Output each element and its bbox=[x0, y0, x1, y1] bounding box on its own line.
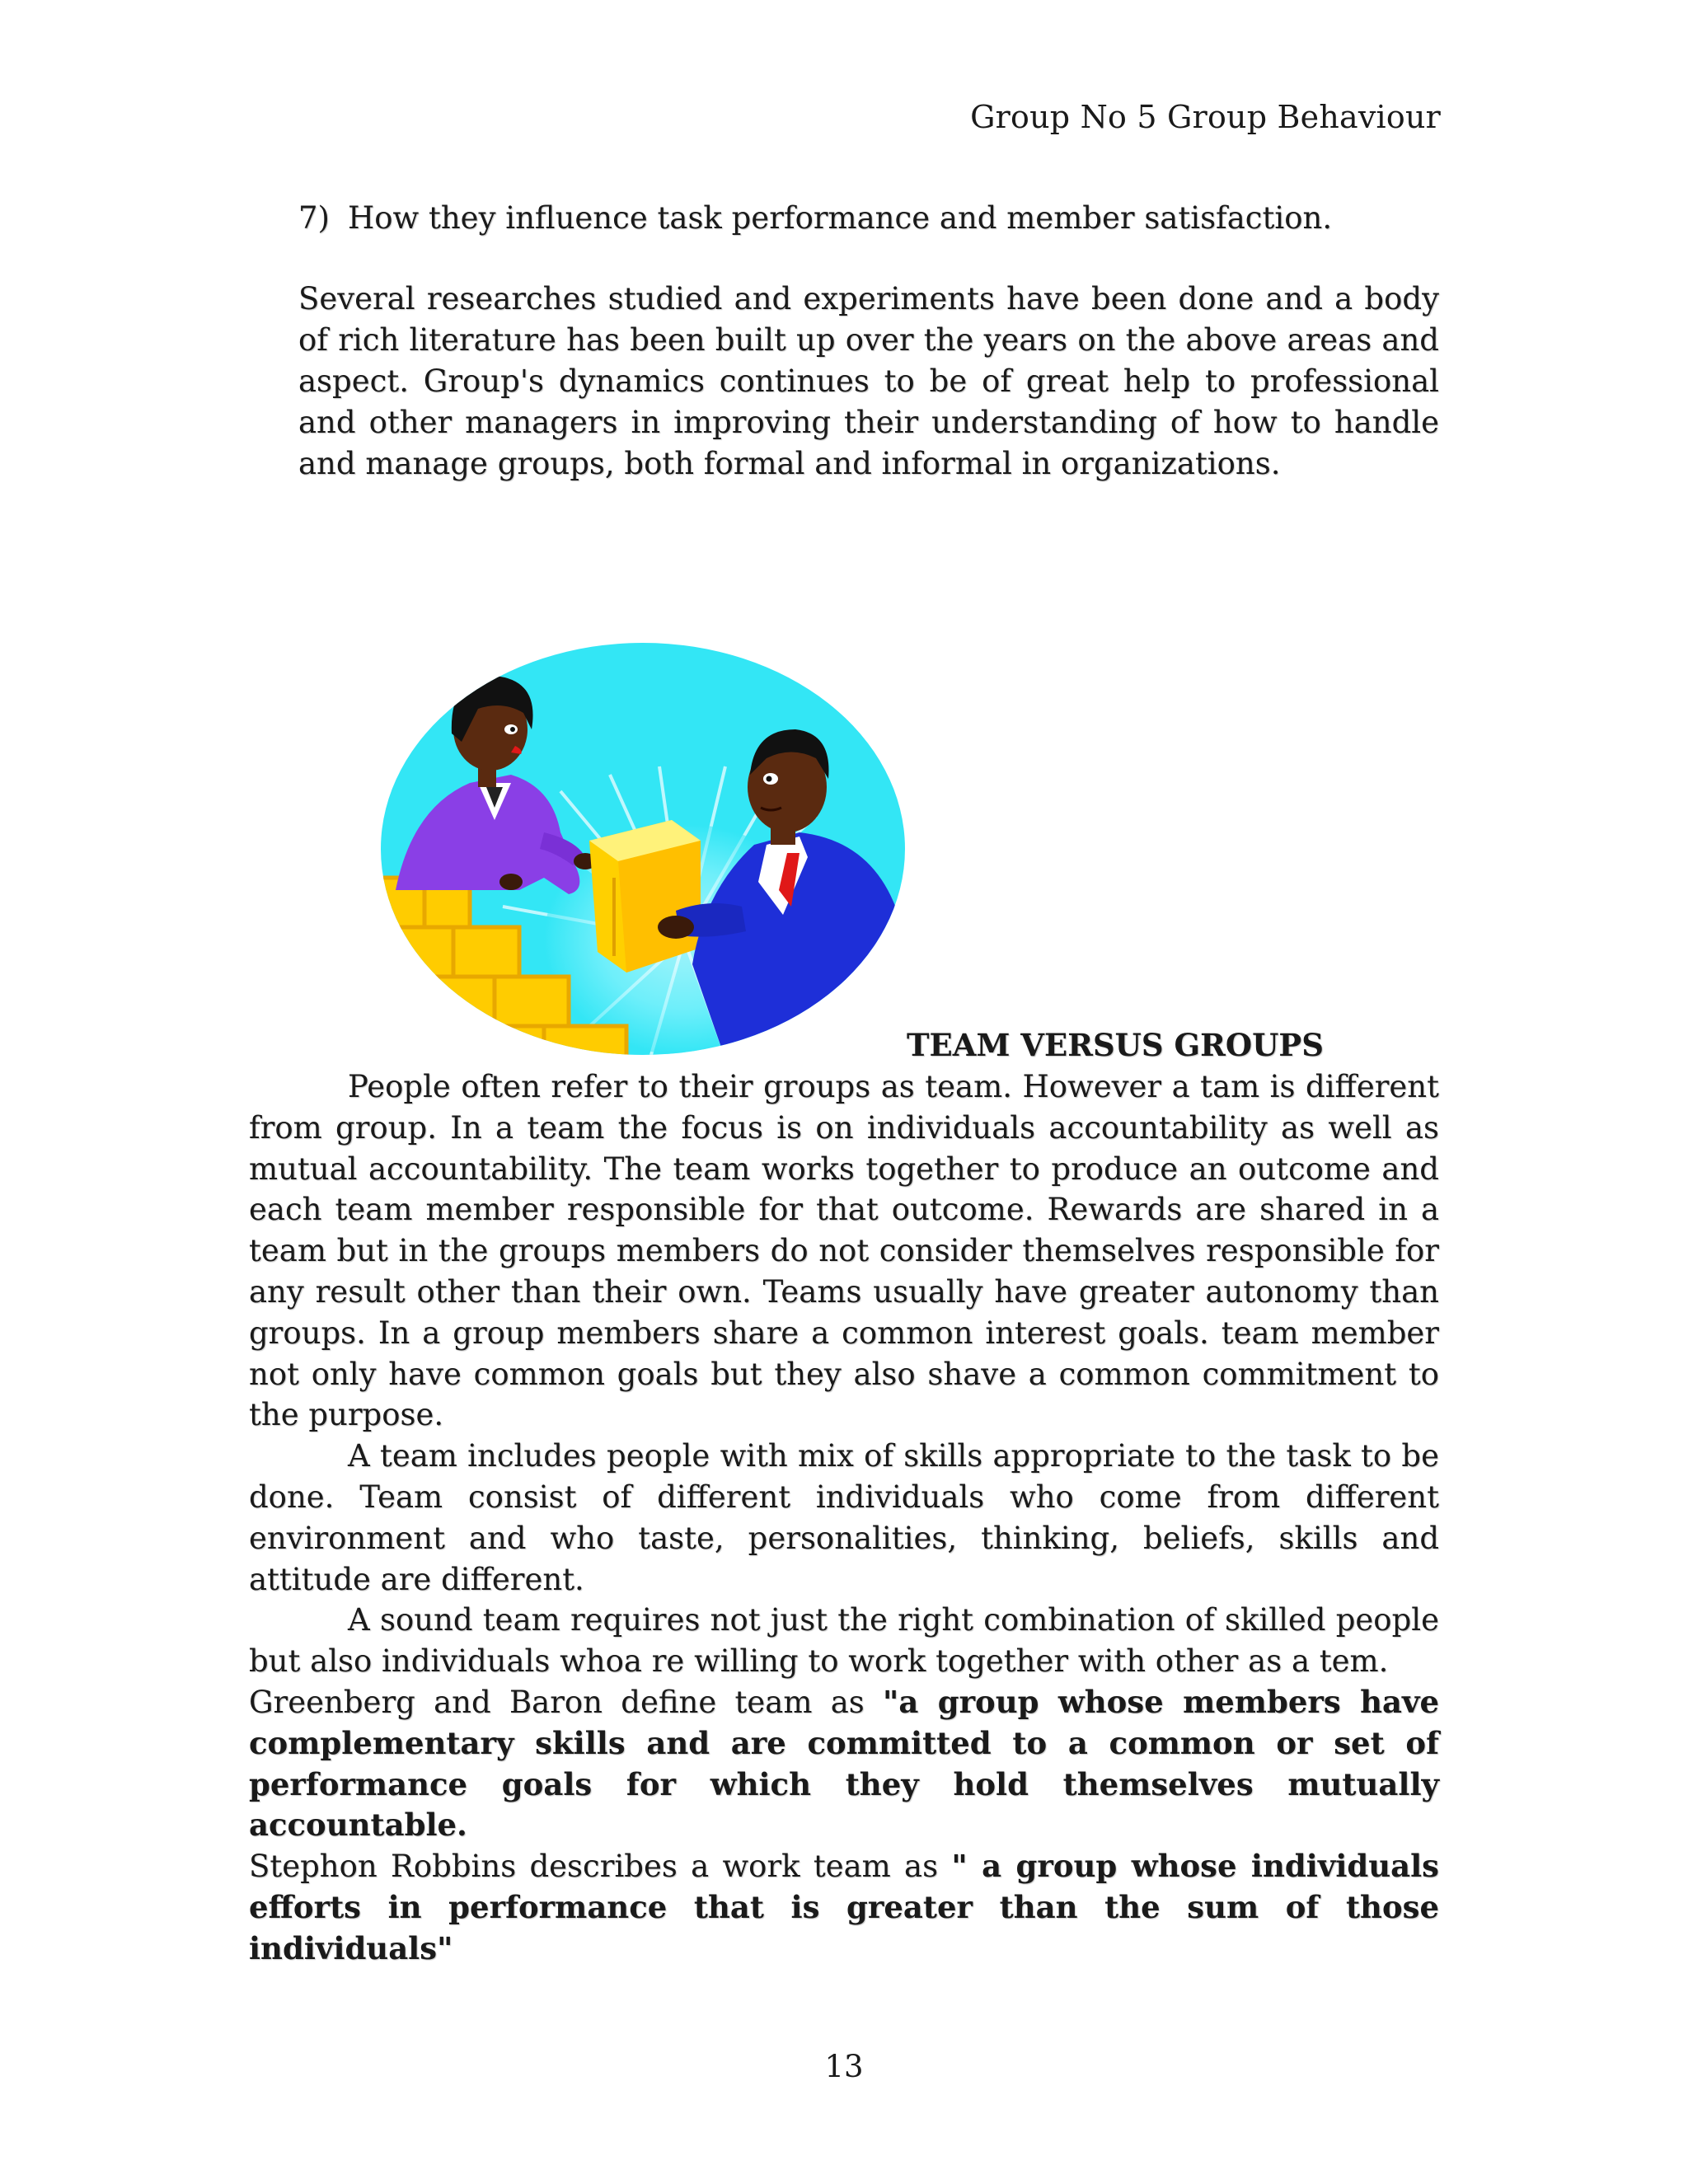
running-header: Group No 5 Group Behaviour bbox=[970, 99, 1441, 135]
list-number: 7) bbox=[298, 200, 330, 236]
paragraph-robbins-definition bbox=[249, 1846, 1439, 1969]
paragraph-greenberg-definition bbox=[249, 1682, 1439, 1846]
list-item-text: How they influence task performance and member satisfaction. bbox=[348, 200, 1333, 236]
paragraph-2: A team includes people with mix of skills appropriate to the task to be done. Team consist of different individuals who come from different environment and who taste, personalities, thinking, beliefs, skills and attitude are different. bbox=[249, 1438, 1439, 1597]
section-heading: TEAM VERSUS GROUPS bbox=[907, 1027, 1324, 1063]
definition-intro: Greenberg and Baron define team as bbox=[249, 1684, 884, 1720]
paragraph-1: People often refer to their groups as team. However a tam is different from group. In a team the focus is on individuals accountability as well as mutual accountability. The team works together to produce an outcome and each team member responsible for that outcome. Rewards are shared in a team but in the groups members do not consider themselves responsible for any result other than their own. Teams usually have greater autonomy than groups. In a group members share a common interest goals. team member not only have common goals but they also shave a common commitment to the purpose. bbox=[249, 1069, 1439, 1433]
definition-intro: Stephon Robbins describes a work team as bbox=[249, 1849, 952, 1885]
team-clipart-image bbox=[379, 643, 907, 1059]
definition-quote: " a group whose individuals efforts in performance that is greater than the sum of those individuals" bbox=[249, 1848, 1440, 1966]
page-number: 13 bbox=[824, 2049, 864, 2084]
intro-section bbox=[298, 198, 1439, 485]
yellow-box bbox=[589, 820, 701, 972]
definition-quote: "a group whose members have complementary skills and are committed to a common or set of performance goals for which they hold themselves mutually accountable. bbox=[249, 1683, 1439, 1844]
paragraph-3: A sound team requires not just the right combination of skilled people but also individuals whoa re willing to work together with other as a tem. bbox=[249, 1602, 1439, 1680]
body-text bbox=[249, 1066, 1439, 1970]
numbered-list-item bbox=[298, 198, 1439, 239]
intro-paragraph: Several researches studied and experiments have been done and a body of rich literature has been built up over the years on the above areas and aspect. Group's dynamics continues to be of great help to professional and other managers in improving their understanding of how to handle and manage groups, both formal and informal in organizations. bbox=[298, 281, 1439, 481]
